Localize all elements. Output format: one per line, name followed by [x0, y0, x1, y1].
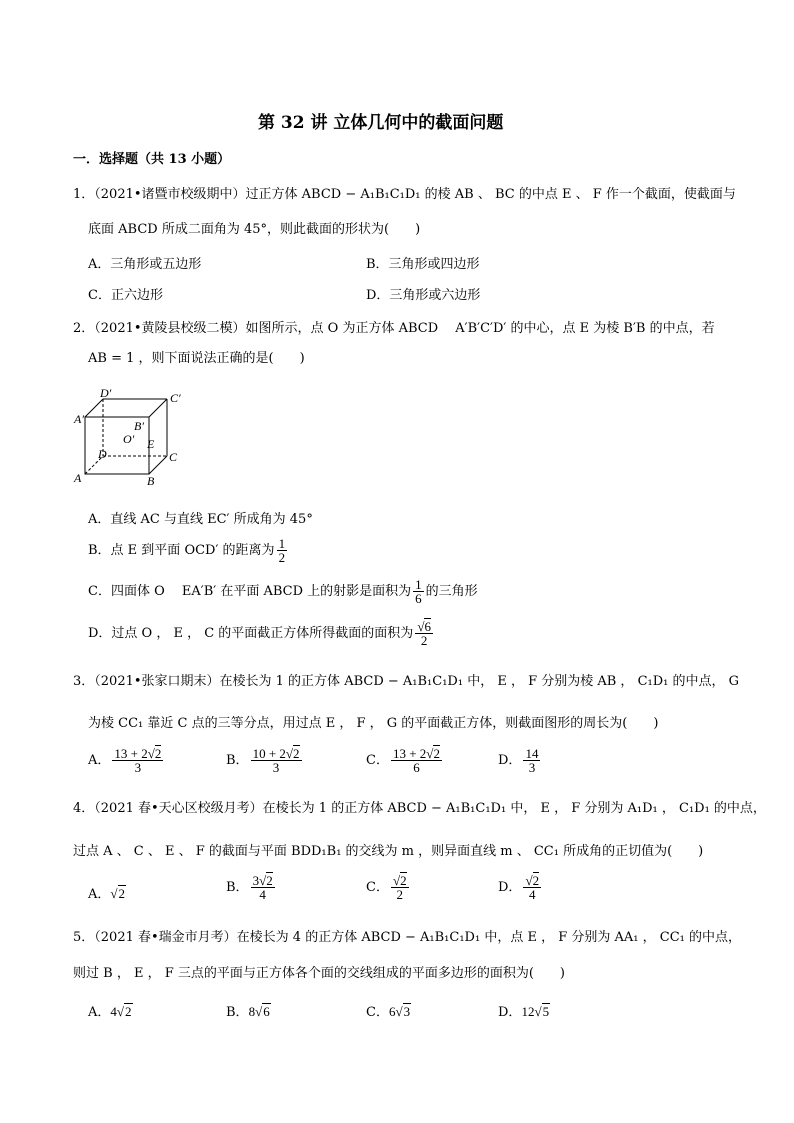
q1-option-c: C．正六边形	[88, 288, 163, 303]
q1-stem-line1: 1．（2021•诸暨市校级期中）过正方体 ABCD − A₁B₁C₁D₁ 的棱 AB 、 BC 的中点 E 、 F 作一个截面，使截面与	[73, 187, 736, 202]
q2-stem-line1: 2．（2021•黄陵县校级二模）如图所示，点 O 为正方体 ABCD A′B′C′D′ 的中心，点 E 为棱 B′B 的中点，若	[73, 321, 715, 336]
q4-stem-line2: 过点 A 、 C 、 E 、 F 的截面与平面 BDD₁B₁ 的交线为 m ，则异面直线 m 、 CC₁ 所成角的正切值为( )	[73, 844, 704, 859]
label-a: A	[74, 471, 82, 485]
q5-option-c: C．6√3	[366, 1004, 411, 1020]
cube-figure	[70, 385, 200, 490]
q5-stem-line1: 5．（2021 春•瑞金市月考）在棱长为 4 的正方体 ABCD − A₁B₁C₁D₁ 中，点 E ， F 分别为 AA₁ ， CC₁ 的中点，	[73, 930, 741, 945]
page-title: 第 32 讲 立体几何中的截面问题	[258, 113, 504, 133]
label-d-prime: D′	[100, 386, 112, 400]
label-b-prime: B′	[134, 419, 144, 433]
q4-option-b: B． $\frac{3√2}{4}$	[226, 873, 273, 902]
section-heading: 一．选择题（共 13 小题）	[73, 152, 231, 167]
q1-stem-line2: 底面 ABCD 所成二面角为 45°，则此截面的形状为( )	[88, 222, 421, 237]
q4-option-d: D． $\frac{√2}{4}$	[498, 873, 540, 902]
q2-option-a: A．直线 AC 与直线 EC′ 所成角为 45°	[88, 512, 313, 527]
q3-option-a: A． $\frac{13 + 2√2}{3}$	[88, 746, 162, 775]
q1-option-d: D．三角形或六边形	[366, 288, 481, 303]
q4-option-c: C． $\frac{√2}{2}$	[366, 873, 407, 902]
q5-option-a: A．4√2	[88, 1004, 132, 1020]
q1-option-a: A．三角形或五边形	[88, 257, 202, 272]
label-b: B	[147, 474, 155, 488]
label-d: D	[98, 447, 107, 461]
label-o: O′	[123, 432, 135, 446]
q2-option-c: C．四面体 O EA′B′ 在平面 ABCD 上的射影是面积为 $\frac{1}{6}$ 的三角形	[88, 577, 478, 606]
q4-option-a: A．√2	[88, 886, 126, 902]
q5-stem-line2: 则过 B ， E ， F 三点的平面与正方体各个面的交线组成的平面多边形的面积为( )	[73, 966, 566, 981]
q5-option-d: D．12√5	[498, 1004, 550, 1020]
q2-stem-line2: AB = 1 ，则下面说法正确的是( )	[88, 351, 305, 366]
q3-option-b: B． $\frac{10 + 2√2}{3}$	[226, 746, 300, 775]
label-a-prime: A′	[74, 412, 84, 426]
label-c-prime: C′	[170, 391, 181, 405]
q3-stem-line2: 为棱 CC₁ 靠近 C 点的三等分点，用过点 E ， F ， G 的平面截正方体，则截面图形的周长为( )	[88, 716, 659, 731]
q3-option-d: D． $\frac{14}{3}$	[498, 746, 539, 775]
q2-option-d: D．过点 O ， E ， C 的平面截正方体所得截面的面积为 $\frac{√6}{2}$	[88, 619, 431, 648]
q1-option-b: B．三角形或四边形	[366, 257, 480, 272]
q5-option-b: B．8√6	[226, 1004, 270, 1020]
q2-option-b: B．点 E 到平面 OCD′ 的距离为 $\frac{1}{2}$	[88, 536, 286, 565]
q3-stem-line1: 3．（2021•张家口期末）在棱长为 1 的正方体 ABCD − A₁B₁C₁D₁ 中， E ， F 分别为棱 AB ， C₁D₁ 的中点， G	[73, 674, 740, 689]
label-c: C	[169, 450, 178, 464]
q4-stem-line1: 4．（2021 春•天心区校级月考）在棱长为 1 的正方体 ABCD − A₁B₁C₁D₁ 中， E ， F 分别为 A₁D₁ ， C₁D₁ 的中点，	[73, 801, 766, 816]
label-e: E	[147, 437, 155, 451]
q3-option-c: C． $\frac{13 + 2√2}{6}$	[366, 746, 440, 775]
